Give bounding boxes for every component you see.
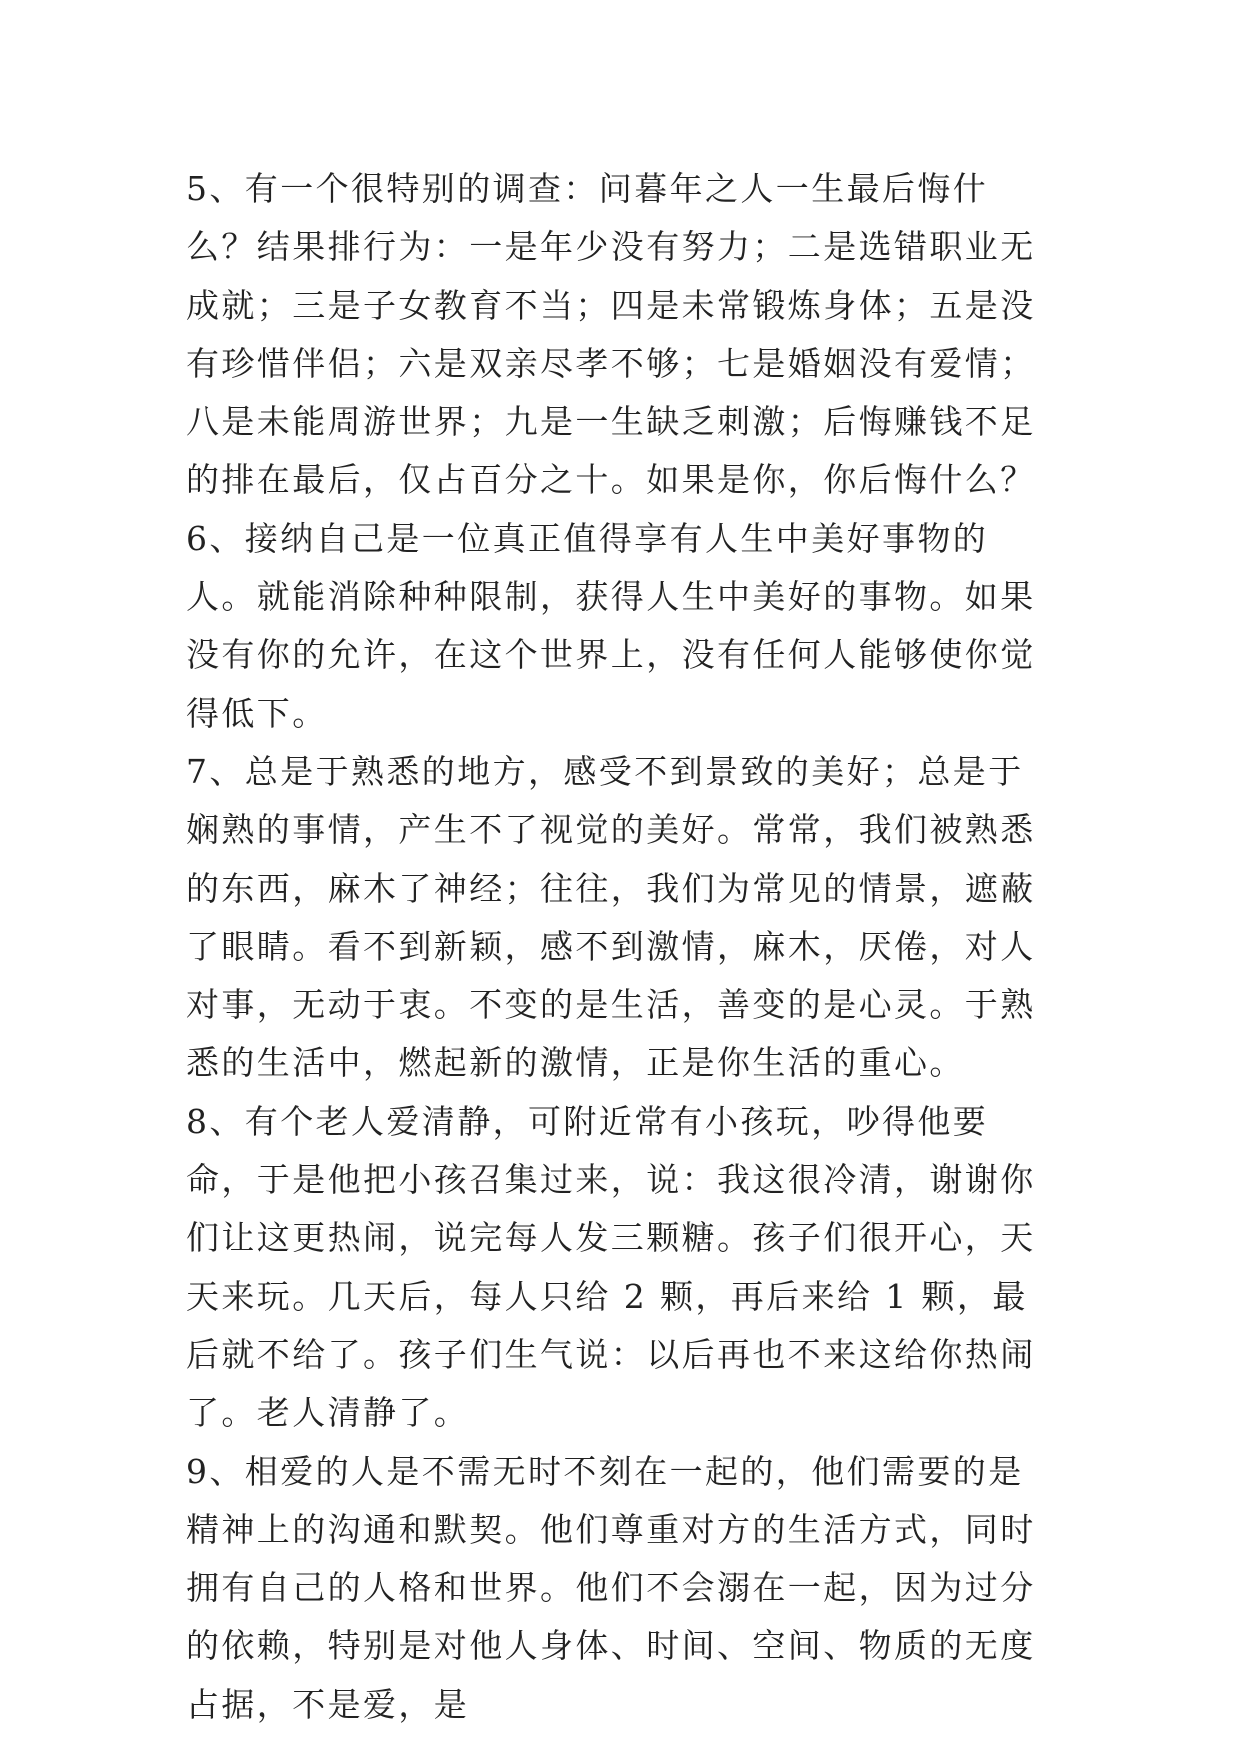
document-body (186, 160, 1056, 1734)
paragraph-7: 7、总是于熟悉的地方，感受不到景致的美好；总是于娴熟的事情，产生不了视觉的美好。常常，我们被熟悉的东西，麻木了神经；往往，我们为常见的情景，遮蔽了眼睛。看不到新颖，感不到激情，麻木，厌倦，对人对事，无动于衷。不变的是生活，善变的是心灵。于熟悉的生活中，燃起新的激情，正是你生活的重心。 (186, 751, 1036, 1083)
paragraph-9: 9、相爱的人是不需无时不刻在一起的，他们需要的是精神上的沟通和默契。他们尊重对方的生活方式，同时拥有自己的人格和世界。他们不会溺在一起，因为过分的依赖，特别是对他人身体、时间、空间、物质的无度占据，不是爱，是 (186, 1451, 1036, 1724)
paragraph-8: 8、有个老人爱清静，可附近常有小孩玩，吵得他要命，于是他把小孩召集过来，说：我这很冷清，谢谢你们让这更热闹，说完每人发三颗糖。孩子们很开心，天天来玩。几天后，每人只给 2 颗，再后来给 1 颗，最后就不给了。孩子们生气说：以后再也不来这给你热闹了。老人清静了。 (186, 1101, 1036, 1433)
paragraph-5: 5、有一个很特别的调查：问暮年之人一生最后悔什么？结果排行为：一是年少没有努力；二是选错职业无成就；三是子女教育不当；四是未常锻炼身体；五是没有珍惜伴侣；六是双亲尽孝不够；七是婚姻没有爱情；八是未能周游世界；九是一生缺乏刺激；后悔赚钱不足的排在最后，仅占百分之十。如果是你，你后悔什么？ (186, 169, 1036, 500)
paragraph-6: 6、接纳自己是一位真正值得享有人生中美好事物的人。就能消除种种限制，获得人生中美好的事物。如果没有你的允许，在这个世界上，没有任何人能够使你觉得低下。 (186, 518, 1036, 733)
